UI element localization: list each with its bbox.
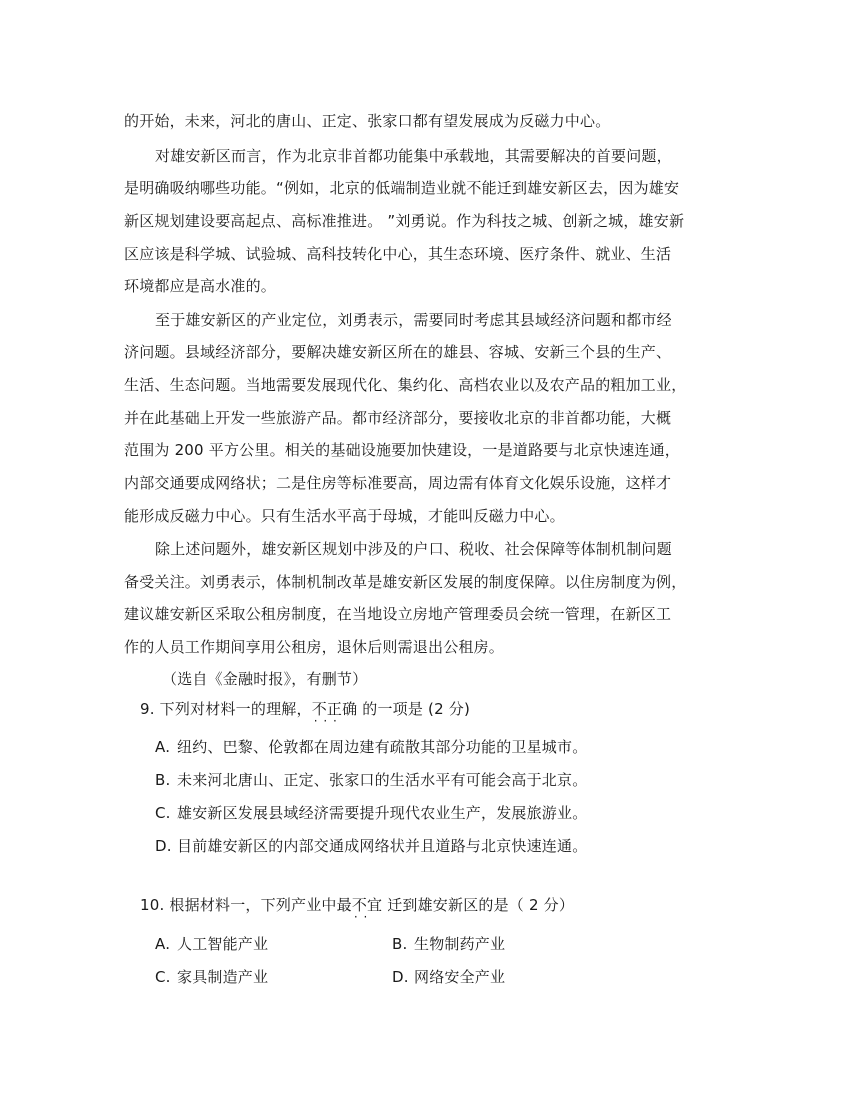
option-letter: A. [155,935,171,953]
question-10-prefix: 10. 根据材料一，下列产业中最 [140,896,352,914]
paragraph-line: 区应该是科学城、试验城、高科技转化中心，其生态环境、医疗条件、就业、生活 [124,245,672,263]
question-9-suffix: 的一项是 (2 分) [357,700,471,718]
option-text: 未来河北唐山、正定、张家口的生活水平有可能会高于北京。 [177,771,588,789]
paragraph-line: 对雄安新区而言，作为北京非首都功能集中承载地，其需要解决的首要问题， [155,147,672,165]
option-text: 纽约、巴黎、伦敦都在周边建有疏散其部分功能的卫星城市。 [177,738,588,756]
option-letter: D. [155,837,172,855]
question-9-emphasis: 不正确 · · · [312,699,358,719]
option-letter: B. [392,935,408,953]
option-row [155,803,587,823]
paragraph-line: 并在此基础上开发一些旅游产品。都市经济部分，要接收北京的非首都功能，大概 [124,409,672,427]
paragraph-line: 生活、生态问题。当地需要发展现代化、集约化、高档农业以及农产品的粗加工业， [124,376,687,394]
option-cell [155,967,268,987]
question-10-emphasis: 不宜 · · [352,895,382,915]
question-10-stem [140,895,574,915]
option-cell [392,967,505,987]
paragraph-line: 作的人员工作期间享用公租房，退休后则需退出公租房。 [124,638,505,656]
question-9-prefix: 9. 下列对材料一的理解， [140,700,312,718]
option-text: 目前雄安新区的内部交通成网络状并且道路与北京快速连通。 [177,837,588,855]
paragraph-line: 能形成反磁力中心。只有生活水平高于母城，才能叫反磁力中心。 [124,507,565,525]
paragraph-line: 建议雄安新区采取公租房制度，在当地设立房地产管理委员会统一管理，在新区工 [124,605,672,623]
paragraph-line: 的开始，未来，河北的唐山、正定、张家口都有望发展成为反磁力中心。 [124,112,611,130]
paragraph-line: 是明确吸纳哪些功能。“例如，北京的低端制造业就不能迁到雄安新区去，因为雄安 [124,179,680,197]
paragraph-line: 内部交通要成网络状；二是住房等标准要高，周边需有体育文化娱乐设施，这样才 [124,474,672,492]
paragraph-line: 新区规划建设要高起点、高标准推进。 ”刘勇说。作为科技之城、创新之城，雄安新 [124,212,685,230]
paragraph-line: 除上述问题外，雄安新区规划中涉及的户口、税收、社会保障等体制机制问题 [155,540,672,558]
option-row [155,836,587,856]
option-text: 生物制药产业 [414,935,506,953]
paragraph-line: 范围为 200 平方公里。相关的基础设施要加快建设，一是道路要与北京快速连通， [124,441,680,459]
option-cell [155,934,268,954]
option-text: 家具制造产业 [177,968,269,986]
option-row [155,737,587,757]
option-letter: A. [155,738,171,756]
paragraph-line: 至于雄安新区的产业定位，刘勇表示，需要同时考虑其县域经济问题和都市经 [155,311,672,329]
source-citation: （选自《金融时报》，有删节） [162,670,368,688]
option-text: 网络安全产业 [414,968,506,986]
option-text: 人工智能产业 [177,935,269,953]
question-9-stem [140,699,470,719]
question-10-suffix: 迁到雄安新区的是（ 2 分） [382,896,575,914]
option-cell [392,934,505,954]
paragraph-line: 济问题。县域经济部分，要解决雄安新区所在的雄县、容城、安新三个县的生产、 [124,343,672,361]
paragraph-line: 环境都应是高水准的。 [124,277,277,295]
option-letter: C. [155,968,171,986]
option-letter: D. [392,968,409,986]
option-letter: C. [155,804,171,822]
option-text: 雄安新区发展县域经济需要提升现代农业生产，发展旅游业。 [177,804,588,822]
option-row [155,770,587,790]
paragraph-line: 备受关注。刘勇表示，体制机制改革是雄安新区发展的制度保障。以住房制度为例， [124,573,687,591]
option-letter: B. [155,771,171,789]
